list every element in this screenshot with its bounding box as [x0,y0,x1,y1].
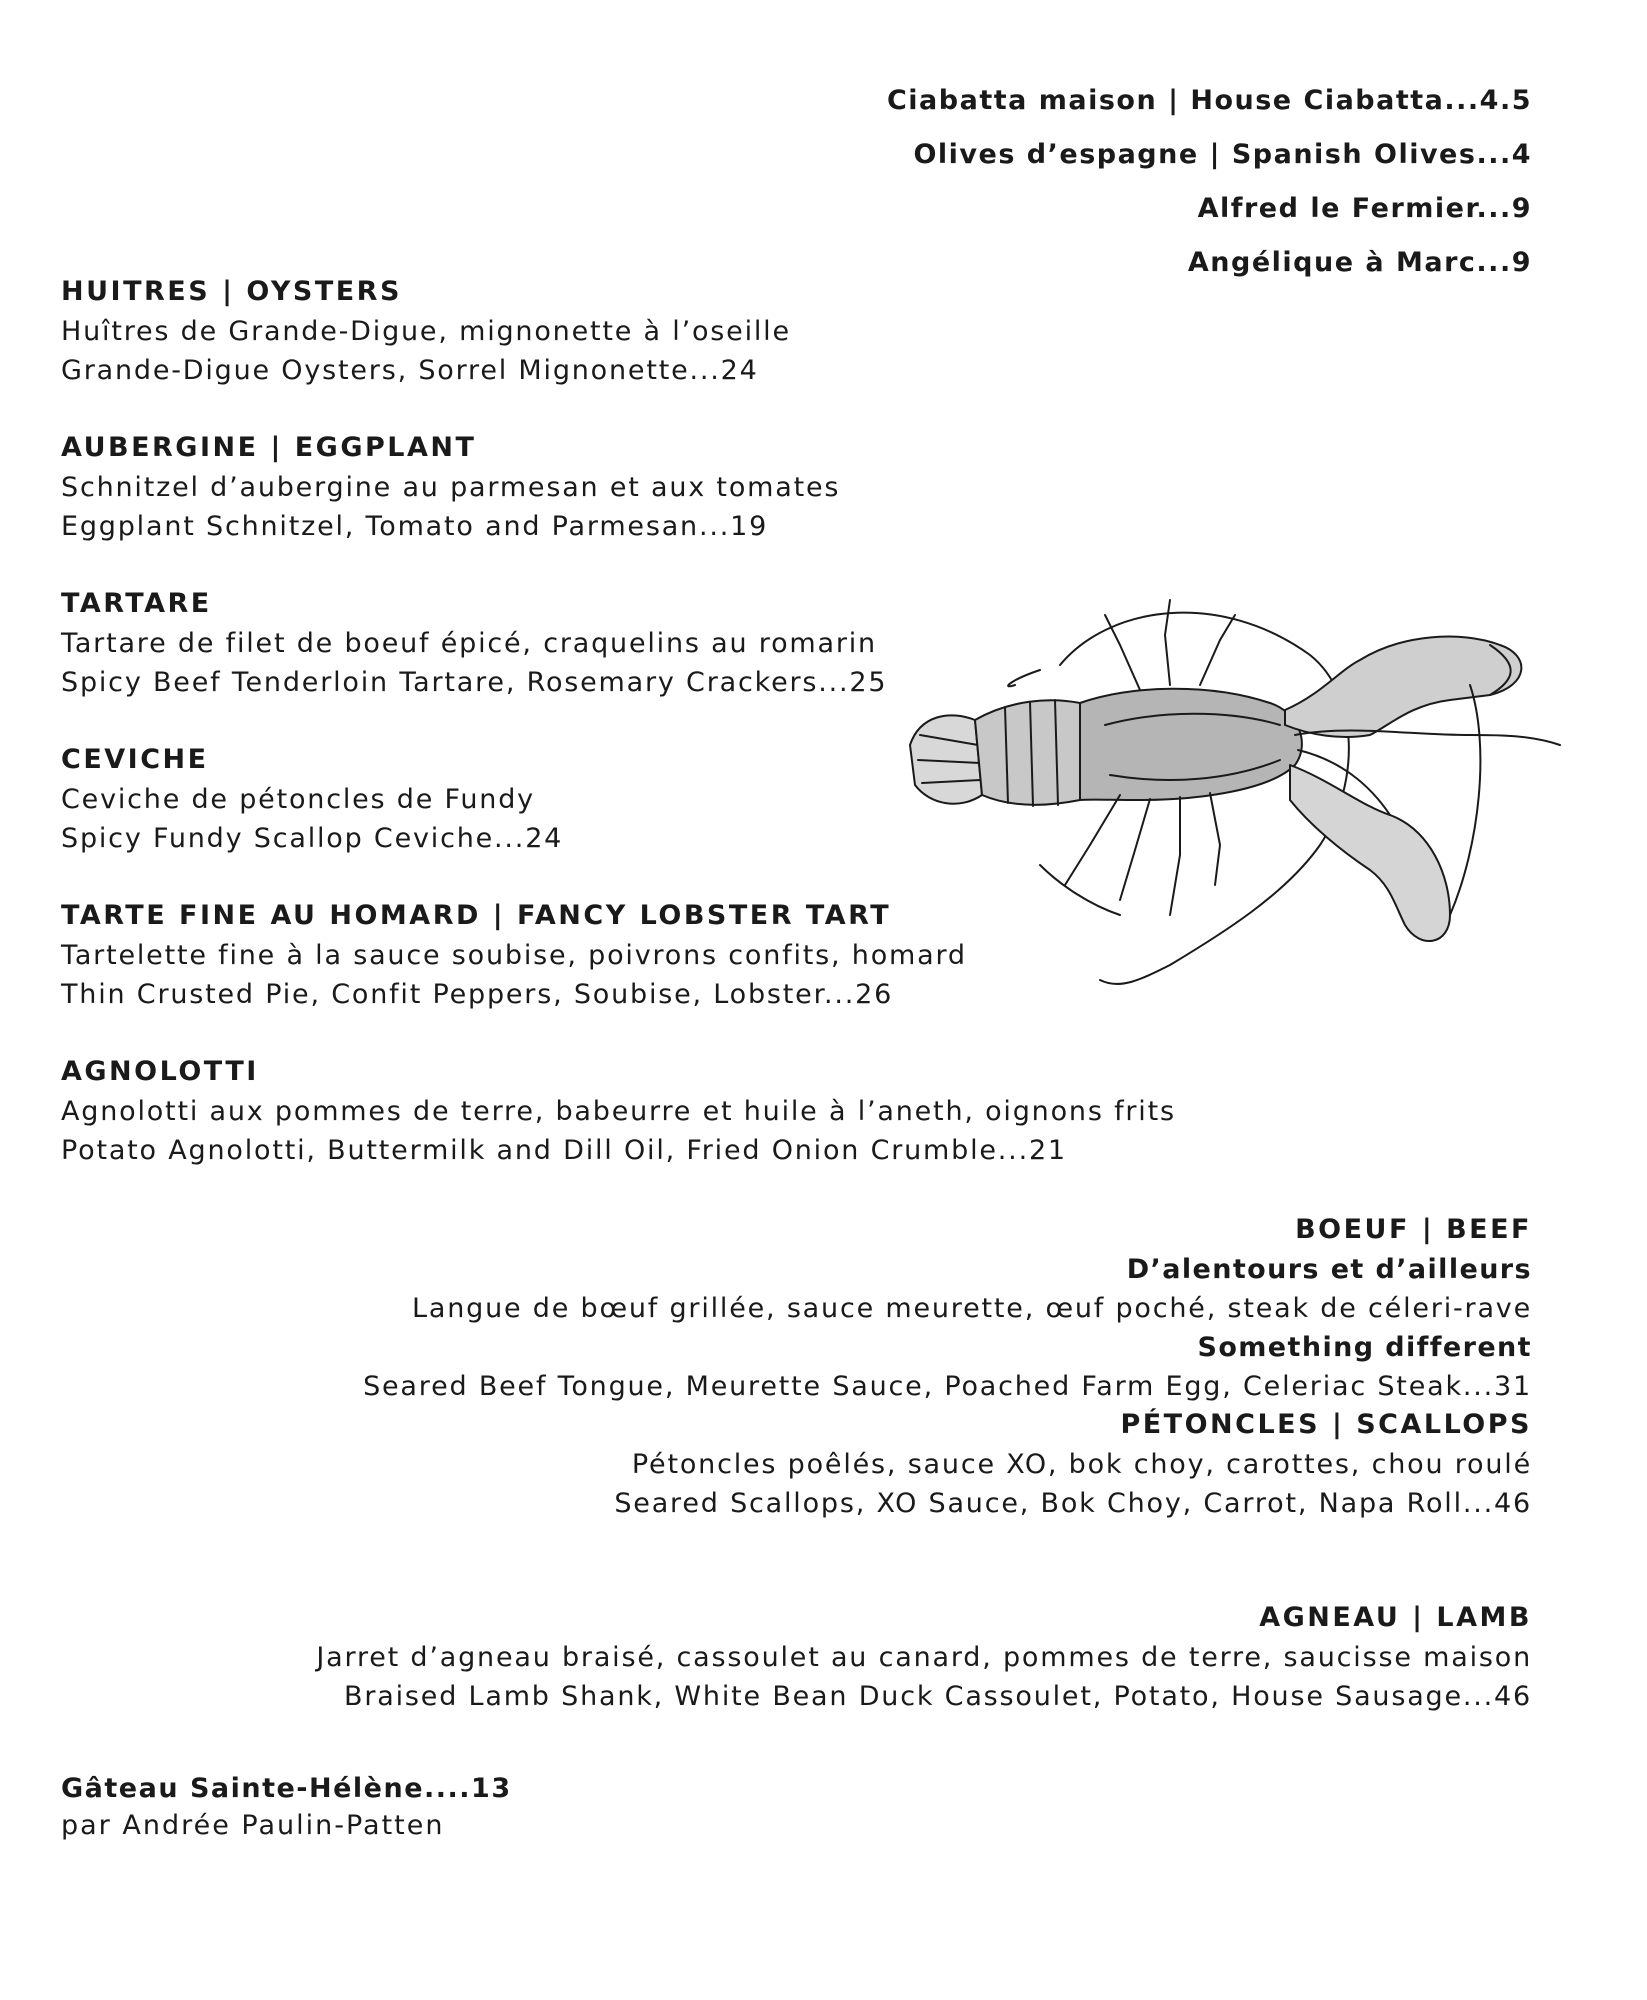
dish-subtitle-fr: D’alentours et d’ailleurs [1126,1254,1532,1285]
snacks-list [887,74,1532,290]
dish-description-en: Grande-Digue Oysters, Sorrel Mignonette...24 [61,355,759,386]
section-title: AUBERGINE | EGGPLANT [61,432,477,463]
dish-description-fr: Agnolotti aux pommes de terre, babeurre et huile à l’aneth, oignons frits [61,1096,1176,1127]
dish-description-en: Spicy Beef Tenderloin Tartare, Rosemary Crackers...25 [61,667,888,698]
dessert-credit: par Andrée Paulin-Patten [61,1810,445,1841]
dish-description-fr: Ceviche de pétoncles de Fundy [61,784,535,815]
menu-section-agnolotti [61,1052,1211,1208]
dessert-section [61,1770,512,1844]
section-title: AGNOLOTTI [61,1056,259,1087]
menu-section-eggplant [61,428,1211,584]
dish-description-fr: Pétoncles poêlés, sauce XO, bok choy, carottes, chou roulé [631,1449,1532,1480]
snack-item: Olives d’espagne | Spanish Olives...4 [913,139,1532,170]
section-title: HUITRES | OYSTERS [61,276,402,307]
dish-description-fr: Langue de bœuf grillée, sauce meurette, œuf poché, steak de céleri-rave [412,1293,1532,1324]
dessert-title: Gâteau Sainte-Hélène....13 [61,1773,512,1804]
section-title: AGNEAU | LAMB [1259,1602,1532,1633]
section-title: TARTE FINE AU HOMARD | FANCY LOBSTER TART [61,900,892,931]
section-title: CEVICHE [61,744,209,775]
snack-item: Alfred le Fermier...9 [1197,193,1532,224]
menu-section-scallops [232,1405,1532,1523]
snack-item: Ciabatta maison | House Ciabatta...4.5 [886,85,1532,116]
dish-description-fr: Tartare de filet de boeuf épicé, craquelins au romarin [61,628,877,659]
dish-subtitle-en: Something different [1197,1332,1532,1363]
dish-description-fr: Tartelette fine à la sauce soubise, poivrons confits, homard [61,940,967,971]
dish-description-en: Braised Lamb Shank, White Bean Duck Cassoulet, Potato, House Sausage...46 [344,1681,1532,1712]
section-title: PÉTONCLES | SCALLOPS [1120,1409,1532,1440]
dish-description-en: Thin Crusted Pie, Confit Peppers, Soubise, Lobster...26 [61,979,894,1010]
dish-description-fr: Schnitzel d’aubergine au parmesan et aux tomates [61,472,841,503]
dish-description-en: Seared Scallops, XO Sauce, Bok Choy, Carrot, Napa Roll...46 [614,1488,1532,1519]
section-title: TARTARE [61,588,212,619]
dish-description-fr: Huîtres de Grande-Digue, mignonette à l’oseille [61,316,791,347]
dish-description-en: Seared Beef Tongue, Meurette Sauce, Poached Farm Egg, Celeriac Steak...31 [363,1371,1532,1402]
menu-section-beef [232,1210,1532,1406]
menu-section-oysters [61,272,1211,428]
section-title: BOEUF | BEEF [1295,1214,1532,1245]
dish-description-en: Spicy Fundy Scallop Ceviche...24 [61,823,564,854]
snack-item: Angélique à Marc...9 [1187,247,1532,278]
dish-description-en: Potato Agnolotti, Buttermilk and Dill Oil, Fried Onion Crumble...21 [61,1135,1067,1166]
lobster-icon [890,585,1570,1005]
menu-section-lamb [232,1598,1532,1716]
dish-description-fr: Jarret d’agneau braisé, cassoulet au canard, pommes de terre, saucisse maison [316,1642,1532,1673]
dish-description-en: Eggplant Schnitzel, Tomato and Parmesan...19 [61,511,769,542]
